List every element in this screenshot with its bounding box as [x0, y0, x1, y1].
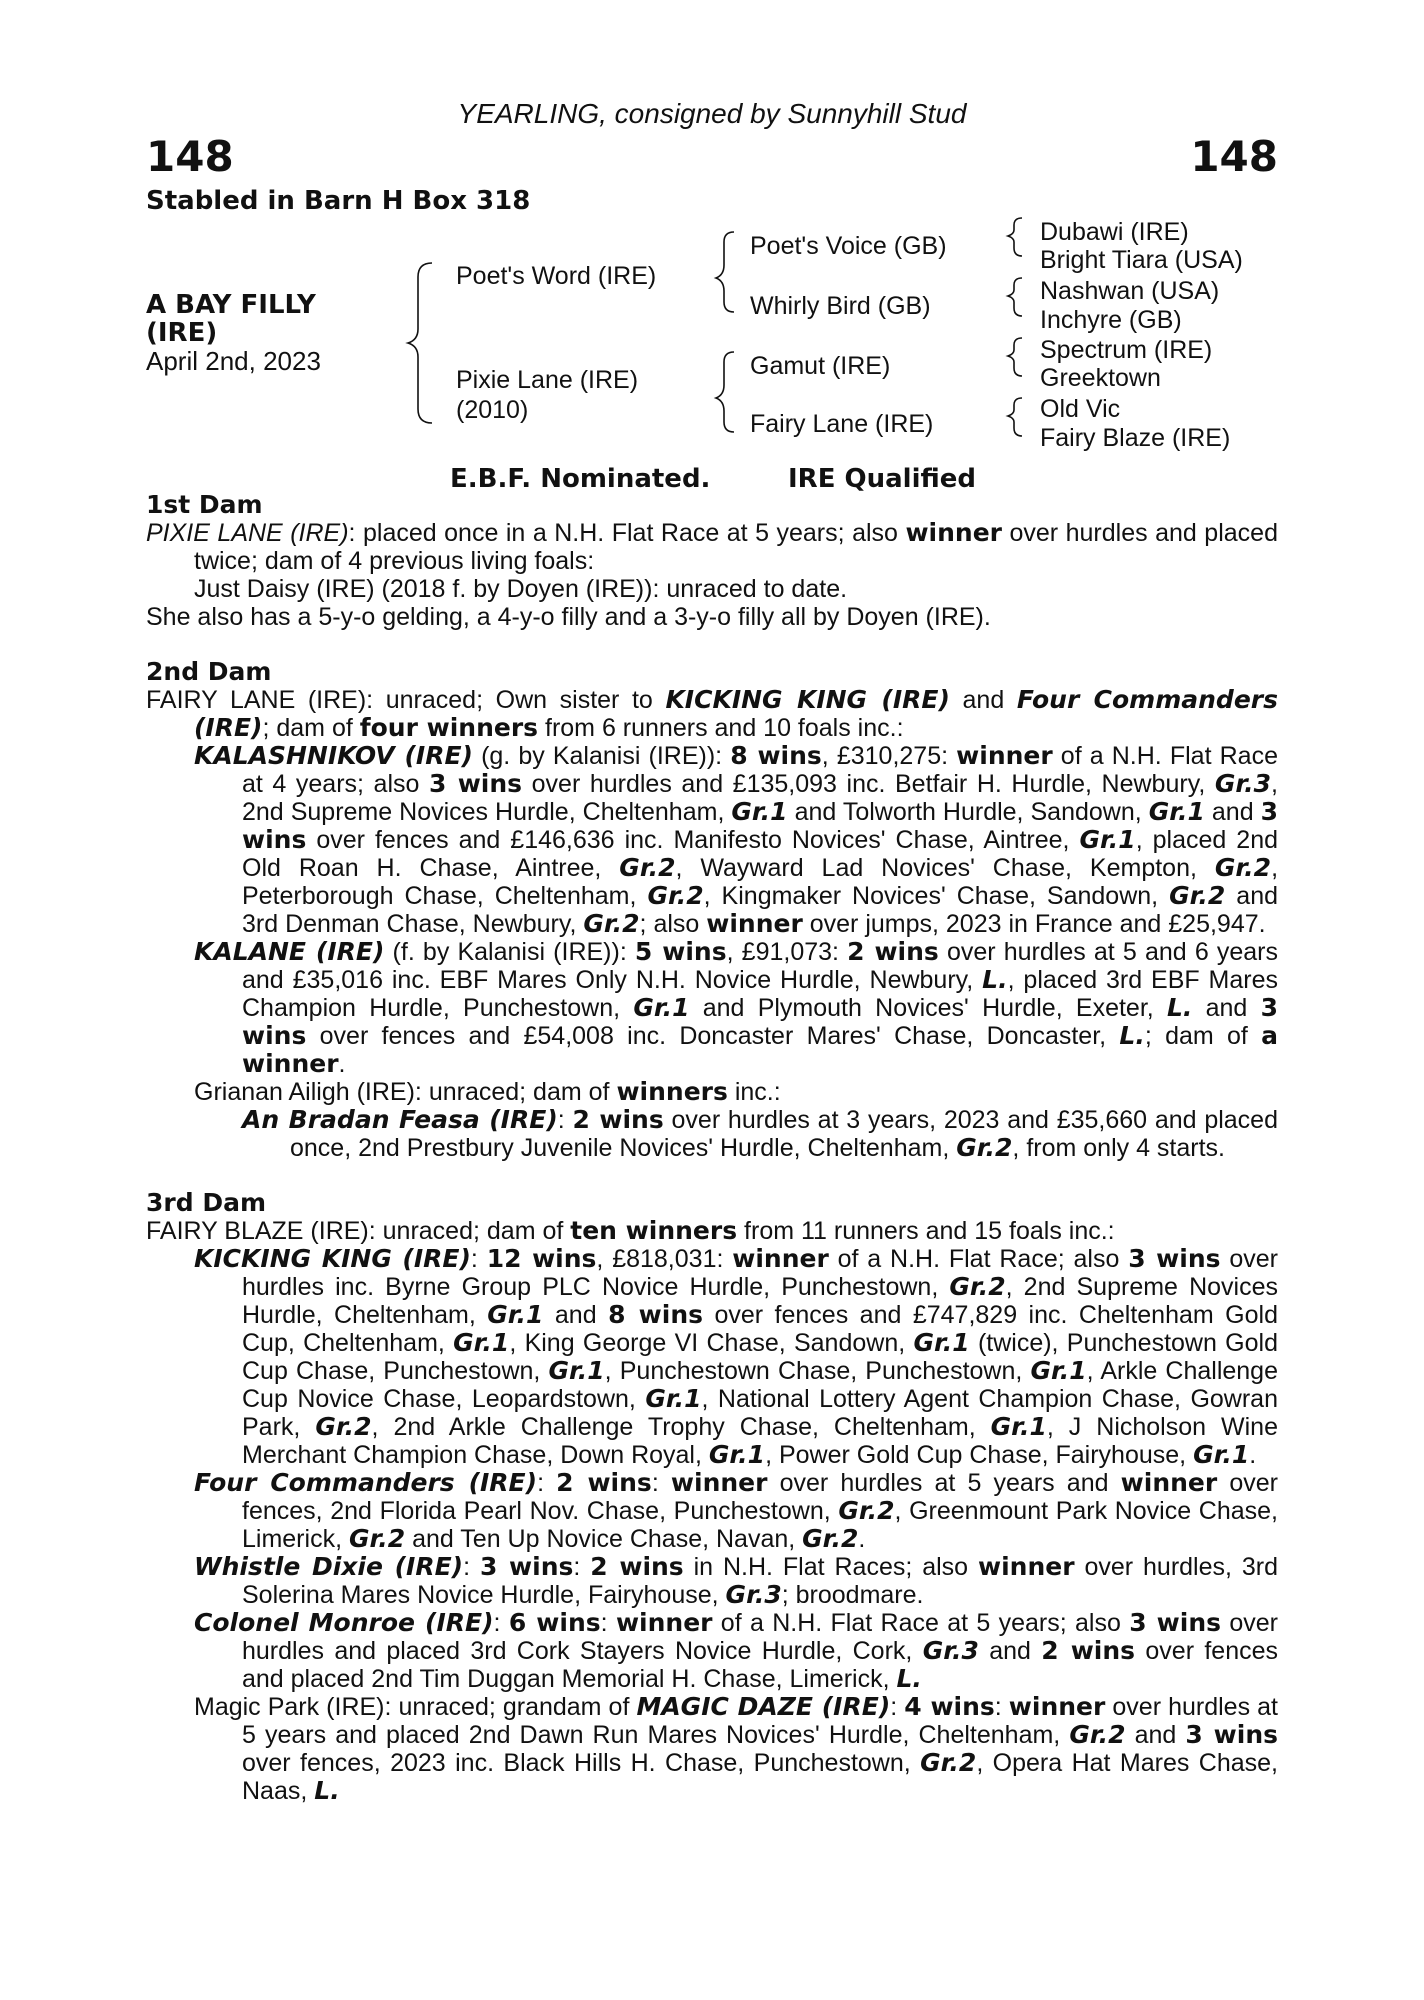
ancestor-4: Inchyre (GB) [1040, 306, 1182, 334]
text-run: Gr.1 [487, 1300, 544, 1329]
text-run: 3 wins [479, 1552, 574, 1581]
text-run: over hurdles and £135,093 inc. Betfair H. Hurdle, Newbury, [522, 770, 1215, 798]
text-run: Gr.1 [708, 1440, 766, 1469]
text-run: 2 wins [556, 1468, 652, 1497]
text-run: , Peterborough Chase, Cheltenham, [242, 854, 1279, 910]
text-run: , £818,031: [596, 1245, 733, 1273]
text-run: , 2nd Supreme Novices Hurdle, Cheltenham, [242, 1273, 1278, 1329]
text-run: Gr.2 [920, 1748, 977, 1777]
horse-description: A BAY FILLY [146, 290, 316, 320]
dam-year: (2010) [456, 396, 529, 424]
text-run: , 2nd Arkle Challenge Trophy Chase, Cheltenham, [371, 1413, 991, 1441]
second-dam-text [146, 686, 1278, 742]
text-run: and [1192, 994, 1261, 1022]
text-run: Magic Park (IRE): unraced; grandam of [194, 1693, 637, 1721]
text-run: over hurdles inc. Byrne Group PLC Novice Hurdle, Punchestown, [242, 1245, 1278, 1301]
text-run: , Arkle Challenge Cup Novice Chase, Leopardstown, [242, 1357, 1278, 1413]
dam-name: Pixie Lane (IRE) [456, 366, 639, 394]
text-run: L. [896, 1664, 922, 1693]
third-dam-produce-whistle-dixie [146, 1553, 1278, 1609]
text-run: over fences and £747,829 inc. Cheltenham Gold Cup, Cheltenham, [242, 1301, 1278, 1357]
text-run: An Bradan Feasa (IRE) [242, 1105, 558, 1134]
text-run: of a N.H. Flat Race at 4 years; also [242, 742, 1278, 798]
text-run: , Greenmount Park Novice Chase, Limerick, [242, 1497, 1278, 1553]
text-run: L. [1119, 1021, 1145, 1050]
text-run: Four Commanders (IRE) [194, 685, 1278, 742]
text-run: Gr.1 [913, 1328, 970, 1357]
text-run: : [470, 1245, 487, 1273]
text-run: L. [982, 965, 1008, 994]
third-dam-produce-magic-park [146, 1693, 1278, 1805]
text-run: Gr.1 [1079, 825, 1136, 854]
text-run: ; dam of [262, 714, 360, 742]
text-run: in N.H. Flat Races; also [683, 1553, 978, 1581]
dam-lines [146, 491, 1278, 1805]
text-run: and [543, 1301, 609, 1329]
text-run: . [858, 1525, 866, 1553]
text-run: and [949, 686, 1017, 714]
text-run: over fences and £146,636 inc. Manifesto Novices' Chase, Aintree, [306, 826, 1080, 854]
text-run: and [978, 1637, 1042, 1665]
text-run: PIXIE LANE (IRE) [146, 519, 349, 547]
third-dam-produce-colonel-monroe [146, 1609, 1278, 1693]
text-run: over fences, 2nd Florida Pearl Nov. Chase, Punchestown, [242, 1469, 1278, 1525]
stabled-location: Stabled in Barn H Box 318 [146, 186, 531, 216]
text-run: She also has a 5-y-o gelding, a 4-y-o filly and a 3-y-o filly all by Doyen (IRE). [146, 603, 991, 631]
text-run: of a N.H. Flat Race at 5 years; also [712, 1609, 1130, 1637]
text-run: 2 wins [847, 937, 939, 966]
text-run: , 2nd Supreme Novices Hurdle, Cheltenham, [242, 770, 1278, 826]
text-run: Gr.3 [1214, 769, 1272, 798]
text-run: Gr.3 [922, 1636, 979, 1665]
text-run: : [600, 1609, 616, 1637]
sire-dam-name: Whirly Bird (GB) [750, 292, 931, 320]
text-run: : [557, 1106, 573, 1134]
text-run: winner [732, 1244, 829, 1273]
bracket-g4-3 [1008, 338, 1022, 376]
sire-sire-name: Poet's Voice (GB) [750, 232, 947, 260]
dam-sire-name: Gamut (IRE) [750, 352, 891, 380]
text-run: over hurdles at 5 years and placed 2nd Dawn Run Mares Novices' Hurdle, Cheltenham, [242, 1693, 1278, 1749]
text-run: a winner [242, 1021, 1279, 1078]
text-run: KALASHNIKOV (IRE) [194, 741, 473, 770]
text-run: : [463, 1553, 480, 1581]
ancestor-1: Dubawi (IRE) [1040, 218, 1189, 246]
text-run: , £310,275: [821, 742, 957, 770]
text-run: winner [978, 1552, 1075, 1581]
text-run: Gr.2 [838, 1496, 895, 1525]
text-run: Gr.1 [731, 797, 788, 826]
third-dam-text [146, 1217, 1278, 1245]
text-run: Grianan Ailigh (IRE): unraced; dam of [194, 1078, 617, 1106]
second-dam-produce-kalane [146, 938, 1278, 1078]
text-run: : [994, 1693, 1009, 1721]
ebf-nominated: E.B.F. Nominated. [450, 464, 711, 494]
text-run: Gr.1 [645, 1384, 702, 1413]
bracket-g4-1 [1008, 218, 1022, 256]
text-run: winner [706, 909, 803, 938]
text-run: 8 wins [608, 1300, 704, 1329]
second-dam-produce-grianan-ailigh [146, 1078, 1278, 1106]
pedigree-brackets [0, 0, 1424, 470]
text-run: , Opera Hat Mares Chase, Naas, [242, 1749, 1278, 1805]
text-run: . [338, 1050, 346, 1078]
text-run: winner [1008, 1692, 1106, 1721]
bracket-g4-2 [1008, 278, 1022, 316]
dam-dam-name: Fairy Lane (IRE) [750, 410, 934, 438]
text-run: 3 wins [1185, 1720, 1279, 1749]
text-run: KICKING KING (IRE) [194, 1244, 471, 1273]
text-run: Gr.2 [956, 1133, 1013, 1162]
text-run: (g. by Kalanisi (IRE)): [472, 742, 731, 770]
text-run: , Power Gold Cup Chase, Fairyhouse, [765, 1441, 1194, 1469]
text-run: Gr.2 [949, 1272, 1006, 1301]
text-run: and [1125, 1721, 1186, 1749]
text-run: and Plymouth Novices' Hurdle, Exeter, [689, 994, 1167, 1022]
text-run: ten winners [570, 1216, 738, 1245]
text-run: Gr.1 [990, 1412, 1047, 1441]
text-run: 3 wins [1128, 1244, 1221, 1273]
text-run: Gr.2 [315, 1412, 372, 1441]
ancestor-8: Fairy Blaze (IRE) [1040, 424, 1231, 452]
text-run: KICKING KING (IRE) [665, 685, 950, 714]
text-run: winner [615, 1608, 713, 1637]
text-run: Gr.2 [1169, 881, 1226, 910]
text-run: , Kingmaker Novices' Chase, Sandown, [703, 882, 1170, 910]
text-run: 2 wins [1041, 1636, 1136, 1665]
text-run: Gr.3 [725, 1580, 782, 1609]
text-run: FAIRY LANE (IRE): unraced; Own sister to [146, 686, 666, 714]
text-run: Just Daisy (IRE) (2018 f. by Doyen (IRE)): unraced to date. [194, 575, 848, 603]
text-run: FAIRY BLAZE (IRE): unraced; dam of [146, 1217, 571, 1245]
ire-qualified: IRE Qualified [788, 464, 977, 494]
text-run: L. [314, 1776, 340, 1805]
text-run: (f. by Kalanisi (IRE)): [384, 938, 635, 966]
first-dam-heading: 1st Dam [146, 490, 263, 519]
text-run: from 11 runners and 15 foals inc.: [737, 1217, 1115, 1245]
text-run: 12 wins [486, 1244, 597, 1273]
text-run: : [573, 1553, 591, 1581]
ancestor-7: Old Vic [1040, 395, 1121, 423]
text-run: over hurdles and placed 3rd Cork Stayers Novice Hurdle, Cork, [242, 1609, 1278, 1665]
text-run: Gr.2 [802, 1524, 859, 1553]
text-run: over hurdles at 5 and 6 years and £35,016 inc. EBF Mares Only N.H. Novice Hurdle, Newbury, [242, 938, 1279, 994]
bracket-sire [716, 232, 734, 312]
text-run: ; broodmare. [781, 1581, 924, 1609]
text-run: , Wayward Lad Novices' Chase, Kempton, [675, 854, 1215, 882]
first-dam-text [146, 519, 1278, 575]
text-run: : [890, 1693, 905, 1721]
text-run: and Ten Up Novice Chase, Navan, [405, 1525, 803, 1553]
text-run: Gr.2 [348, 1524, 406, 1553]
text-run: Gr.2 [1069, 1720, 1126, 1749]
text-run: Gr.1 [633, 993, 690, 1022]
text-run: 8 wins [730, 741, 822, 770]
foaling-date: April 2nd, 2023 [146, 346, 321, 376]
text-run: Gr.2 [583, 909, 640, 938]
text-run: , J Nicholson Wine Merchant Champion Chase, Down Royal, [242, 1413, 1278, 1469]
lot-number-left: 148 [146, 132, 234, 181]
text-run: KALANE (IRE) [194, 937, 385, 966]
text-run: . [1249, 1441, 1257, 1469]
text-run: and 3rd Denman Chase, Newbury, [242, 882, 1278, 938]
text-run: 6 wins [508, 1608, 601, 1637]
text-run: 2 wins [572, 1105, 664, 1134]
text-run: Gr.2 [1214, 853, 1272, 882]
text-run: over fences and £54,008 inc. Doncaster Mares' Chase, Doncaster, [306, 1022, 1120, 1050]
text-run: 3 wins [1129, 1608, 1222, 1637]
text-run: Gr.1 [1030, 1356, 1087, 1385]
text-run: winner [1120, 1468, 1218, 1497]
text-run: 3 wins [242, 797, 1278, 854]
horse-breeding-country: (IRE) [146, 318, 218, 348]
text-run: , placed 3rd EBF Mares Champion Hurdle, Punchestown, [242, 966, 1278, 1022]
text-run: winners [616, 1077, 728, 1106]
second-dam-heading: 2nd Dam [146, 657, 272, 686]
text-run: Gr.1 [1148, 797, 1205, 826]
text-run: over fences and placed 2nd Tim Duggan Memorial H. Chase, Limerick, [242, 1637, 1278, 1693]
text-run: from 6 runners and 10 foals inc.: [538, 714, 904, 742]
text-run: 5 wins [634, 937, 727, 966]
text-run: MAGIC DAZE (IRE) [636, 1692, 891, 1721]
bracket-sire-dam [408, 263, 432, 423]
consignment-line: YEARLING, consigned by Sunnyhill Stud [457, 98, 967, 129]
text-run: Colonel Monroe (IRE) [194, 1608, 494, 1637]
text-run: Gr.2 [619, 853, 676, 882]
text-run: over hurdles and placed twice; dam of 4 previous living foals: [194, 519, 1278, 575]
text-run: inc.: [727, 1078, 781, 1106]
ancestor-3: Nashwan (USA) [1040, 277, 1220, 305]
text-run: , Punchestown Chase, Punchestown, [604, 1357, 1031, 1385]
first-dam-foal [146, 575, 1278, 603]
bracket-g4-4 [1008, 398, 1022, 436]
third-dam-produce-kicking-king [146, 1245, 1278, 1469]
lot-number-right: 148 [1190, 132, 1278, 181]
text-run: , National Lottery Agent Champion Chase, Gowran Park, [242, 1385, 1278, 1441]
text-run: winner [956, 741, 1053, 770]
text-run: and Tolworth Hurdle, Sandown, [787, 798, 1149, 826]
text-run: 3 wins [428, 769, 523, 798]
text-run: over fences, 2023 inc. Black Hills H. Chase, Punchestown, [242, 1749, 921, 1777]
second-dam-grandproduce-an-bradan-feasa [146, 1106, 1278, 1162]
text-run: 2 wins [590, 1552, 684, 1581]
text-run: of a N.H. Flat Race; also [828, 1245, 1129, 1273]
text-run: ; dam of [1144, 1022, 1262, 1050]
text-run: L. [1166, 993, 1193, 1022]
sire-name: Poet's Word (IRE) [456, 262, 657, 290]
text-run: : [651, 1469, 671, 1497]
ancestor-2: Bright Tiara (USA) [1040, 246, 1243, 274]
text-run: 3 wins [242, 993, 1278, 1050]
text-run: , King George VI Chase, Sandown, [509, 1329, 914, 1357]
text-run: winner [905, 518, 1002, 547]
text-run: winner [670, 1468, 768, 1497]
third-dam-heading: 3rd Dam [146, 1188, 266, 1217]
text-run: , from only 4 starts. [1012, 1134, 1225, 1162]
bracket-dam [716, 352, 734, 432]
text-run: Four Commanders (IRE) [194, 1468, 538, 1497]
text-run: over hurdles at 5 years and [767, 1469, 1121, 1497]
text-run: : [493, 1609, 509, 1637]
text-run: over jumps, 2023 in France and £25,947. [802, 910, 1266, 938]
text-run: over hurdles, 3rd Solerina Mares Novice Hurdle, Fairyhouse, [242, 1553, 1278, 1609]
text-run: Gr.1 [453, 1328, 510, 1357]
ancestor-5: Spectrum (IRE) [1040, 336, 1213, 364]
text-run: : placed once in a N.H. Flat Race at 5 years; also [348, 519, 906, 547]
text-run: four winners [359, 713, 539, 742]
text-run: and [1204, 798, 1261, 826]
text-run: Gr.1 [548, 1356, 605, 1385]
ancestor-6: Greektown [1040, 364, 1161, 392]
text-run: , placed 2nd Old Roan H. Chase, Aintree, [242, 826, 1278, 882]
text-run: , £91,073: [726, 938, 848, 966]
text-run: over hurdles at 3 years, 2023 and £35,660 and placed once, 2nd Prestbury Juvenile Novices' Hurdle, Cheltenham, [290, 1106, 1278, 1162]
text-run: 4 wins [904, 1692, 995, 1721]
text-run: : [537, 1469, 557, 1497]
text-run: Whistle Dixie (IRE) [194, 1552, 464, 1581]
first-dam-other-foals [146, 603, 1278, 631]
text-run: (twice), Punchestown Gold Cup Chase, Punchestown, [242, 1329, 1278, 1385]
second-dam-produce-kalashnikov [146, 742, 1278, 938]
text-run: Gr.1 [1193, 1440, 1250, 1469]
third-dam-produce-four-commanders [146, 1469, 1278, 1553]
text-run: Gr.2 [647, 881, 704, 910]
text-run: ; also [639, 910, 707, 938]
